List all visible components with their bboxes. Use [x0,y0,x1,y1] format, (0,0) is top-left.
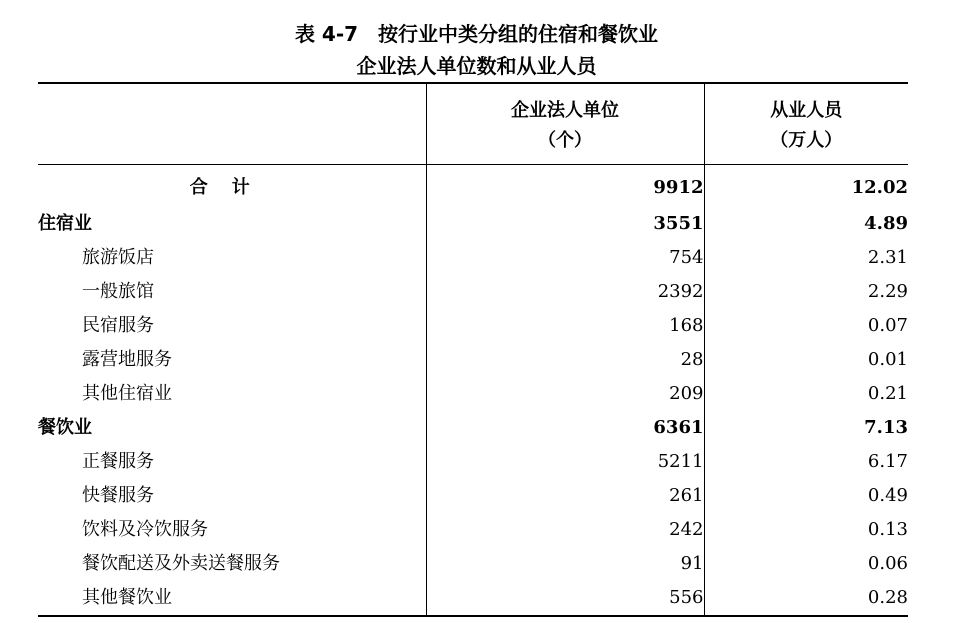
row-label-industry: 饮料及冷饮服务 [82,519,208,540]
cell-employees: 0.28 [704,581,908,616]
table-title-line2: 企业法人单位数和从业人员 [356,54,597,78]
table-title-line1 [0,20,953,48]
cell-employees: 0.01 [704,343,908,377]
header-units-unit: （个） [538,130,592,151]
row-label-industry: 正餐服务 [82,451,154,472]
cell-units: 6361 [426,411,704,445]
cell-employees: 2.31 [704,241,908,275]
row-label-sector: 住宿业 [38,213,92,234]
table-row [38,581,908,616]
cell-units: 3551 [426,207,704,241]
cell-units: 2392 [426,275,704,309]
table-row [38,513,908,547]
cell-units: 242 [426,513,704,547]
row-label-industry: 一般旅馆 [82,281,154,302]
cell-employees: 0.13 [704,513,908,547]
cell-employees: 7.13 [704,411,908,445]
table-row [38,207,908,241]
cell-units: 209 [426,377,704,411]
cell-employees: 0.49 [704,479,908,513]
cell-units: 28 [426,343,704,377]
cell-units: 91 [426,547,704,581]
cell-employees: 0.21 [704,377,908,411]
header-units [426,83,704,165]
row-label-total: 合计 [189,177,274,198]
table-number: 表 4-7 [294,22,359,46]
table-row [38,343,908,377]
statistics-table [38,82,908,617]
cell-units: 168 [426,309,704,343]
table-row [38,165,908,208]
row-label-sector: 餐饮业 [38,417,92,438]
cell-units: 556 [426,581,704,616]
row-label-industry: 其他餐饮业 [38,581,426,616]
cell-employees: 2.29 [704,275,908,309]
cell-employees: 6.17 [704,445,908,479]
row-label-industry: 民宿服务 [82,315,154,336]
header-units-name: 企业法人单位 [511,100,619,121]
cell-units: 261 [426,479,704,513]
table-row [38,377,908,411]
row-label-industry: 旅游饭店 [82,247,154,268]
table-row [38,309,908,343]
table-header-row [38,83,908,165]
table-row [38,479,908,513]
row-label-industry: 快餐服务 [82,485,154,506]
cell-employees: 0.06 [704,547,908,581]
table-row [38,547,908,581]
row-label-industry: 餐饮配送及外卖送餐服务 [82,553,280,574]
cell-employees: 12.02 [704,165,908,208]
header-employees-unit: （万人） [770,130,843,151]
cell-employees: 0.07 [704,309,908,343]
table-row [38,445,908,479]
row-label-industry: 露营地服务 [82,349,172,370]
table-row [38,275,908,309]
cell-employees: 4.89 [704,207,908,241]
header-employees-name: 从业人员 [770,100,843,121]
table-row [38,411,908,445]
header-stub [38,83,426,165]
header-employees [704,83,908,165]
cell-units: 9912 [426,165,704,208]
row-label-industry: 其他住宿业 [82,383,172,404]
cell-units: 754 [426,241,704,275]
table-row [38,241,908,275]
table-title-text: 按行业中类分组的住宿和餐饮业 [378,22,659,46]
cell-units: 5211 [426,445,704,479]
